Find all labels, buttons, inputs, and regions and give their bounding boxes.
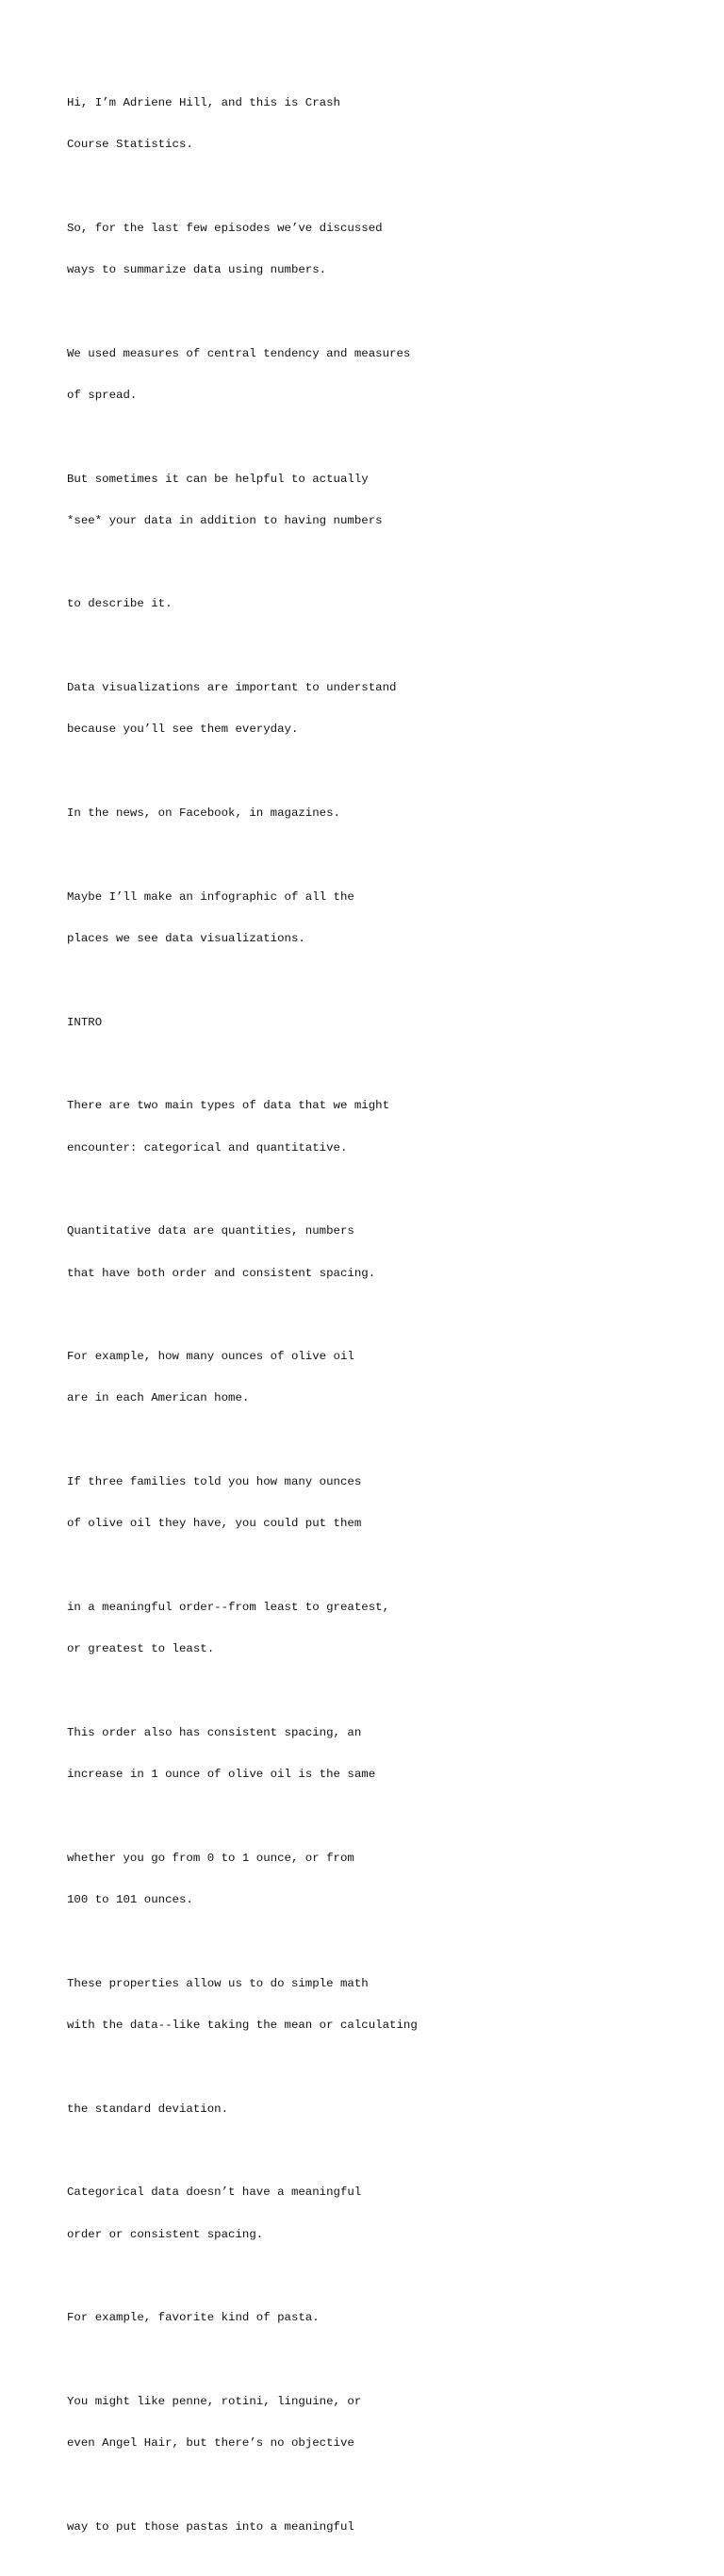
text-line: Data visualizations are important to understand: [67, 681, 397, 695]
text-line: with the data--like taking the mean or calculating: [67, 2019, 418, 2033]
paragraph: [67, 444, 689, 556]
text-line: Categorical data doesn’t have a meaningful: [67, 2185, 362, 2200]
paragraph: [67, 68, 689, 179]
paragraph: [67, 193, 689, 305]
paragraph: [67, 2492, 689, 2562]
text-line: of olive oil they have, you could put them: [67, 1517, 362, 1531]
paragraph: [67, 2158, 689, 2269]
text-line: encounter: categorical and quantitative.: [67, 1140, 348, 1155]
text-line: Maybe I’ll make an infographic of all the: [67, 889, 354, 904]
transcript-page: [67, 68, 689, 2576]
paragraph: [67, 2367, 689, 2478]
paragraph: [67, 653, 689, 764]
text-line: This order also has consistent spacing, an: [67, 1725, 362, 1739]
text-line: Hi, I’m Adriene Hill, and this is Crash: [67, 95, 340, 109]
text-line: *see* your data in addition to having numbers: [67, 513, 383, 527]
paragraph: [67, 1321, 689, 1433]
text-line: For example, favorite kind of pasta.: [67, 2311, 320, 2325]
paragraph: [67, 1072, 689, 1183]
text-line: that have both order and consistent spacing.: [67, 1266, 376, 1280]
section-heading: [67, 988, 689, 1057]
text-line: to describe it.: [67, 597, 173, 611]
text-line: or greatest to least.: [67, 1642, 215, 1656]
text-line: So, for the last few episodes we’ve discussed: [67, 221, 383, 235]
text-line: INTRO: [67, 1015, 103, 1029]
paragraph: [67, 1572, 689, 1684]
text-line: Course Statistics.: [67, 137, 193, 151]
paragraph: [67, 1447, 689, 1558]
paragraph: [67, 778, 689, 848]
text-line: But sometimes it can be helpful to actually: [67, 472, 369, 486]
text-line: way to put those pastas into a meaningful: [67, 2519, 354, 2534]
text-line: In the news, on Facebook, in magazines.: [67, 806, 340, 821]
text-line: even Angel Hair, but there’s no objective: [67, 2436, 354, 2451]
paragraph: [67, 2284, 689, 2353]
text-line: For example, how many ounces of olive oil: [67, 1350, 354, 1364]
text-line: places we see data visualizations.: [67, 931, 305, 945]
text-line: Quantitative data are quantities, numbers: [67, 1224, 354, 1238]
paragraph: [67, 319, 689, 430]
text-line: 100 to 101 ounces.: [67, 1893, 193, 1907]
text-line: There are two main types of data that we might: [67, 1099, 390, 1113]
paragraph: [67, 1698, 689, 1809]
text-line: because you’ll see them everyday.: [67, 723, 299, 737]
paragraph: [67, 1197, 689, 1308]
text-line: You might like penne, rotini, linguine, or: [67, 2395, 362, 2409]
paragraph: [67, 1823, 689, 1935]
text-line: If three families told you how many ounces: [67, 1475, 362, 1489]
text-line: the standard deviation.: [67, 2102, 229, 2116]
text-line: order or consistent spacing.: [67, 2227, 264, 2241]
paragraph: [67, 570, 689, 640]
text-line: are in each American home.: [67, 1391, 250, 1405]
text-line: increase in 1 ounce of olive oil is the same: [67, 1768, 376, 1782]
text-line: of spread.: [67, 388, 138, 402]
paragraph: [67, 2074, 689, 2144]
text-line: whether you go from 0 to 1 ounce, or from: [67, 1851, 354, 1865]
paragraph: [67, 862, 689, 973]
text-line: These properties allow us to do simple math: [67, 1976, 369, 1990]
paragraph: [67, 1949, 689, 2060]
text-line: We used measures of central tendency and measures: [67, 346, 411, 360]
text-line: in a meaningful order--from least to greatest,: [67, 1601, 390, 1615]
text-line: ways to summarize data using numbers.: [67, 262, 327, 276]
